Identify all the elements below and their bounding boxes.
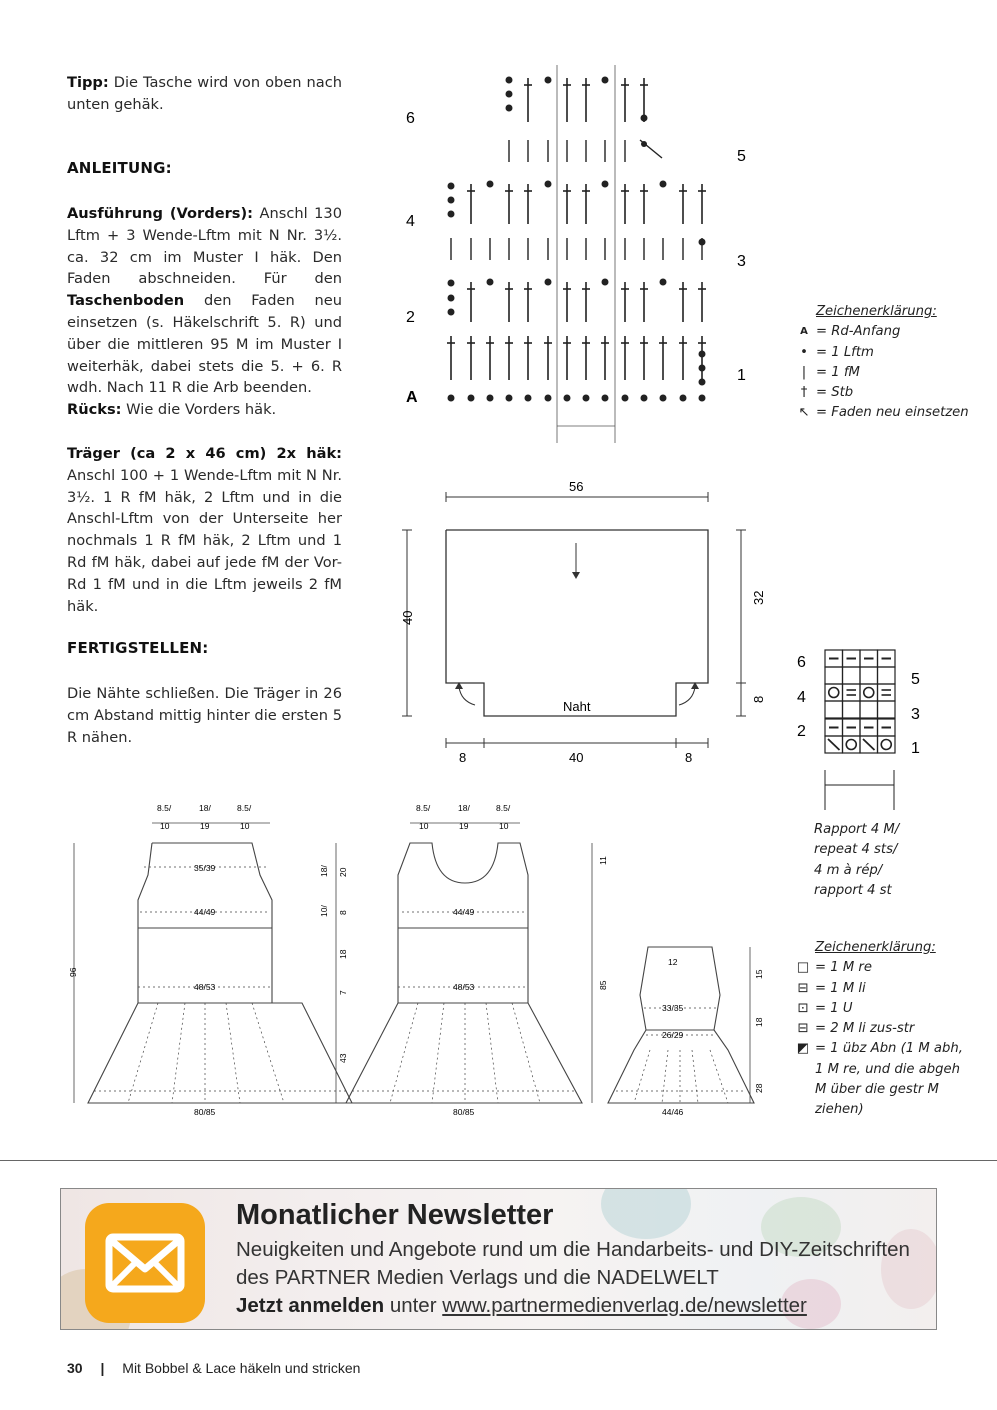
legend-crochet-text: = Faden neu einsetzen <box>816 405 969 421</box>
lftm-symbol <box>602 279 608 285</box>
d3-w4: 44/46 <box>662 1107 684 1117</box>
lftm-symbol <box>660 279 666 285</box>
knit-row-2: 2 <box>797 723 806 740</box>
knit-cell <box>860 684 878 701</box>
tipp-text: Die Tasche wird von oben nach unten gehäk. <box>67 74 342 113</box>
knit-cell <box>843 684 861 701</box>
lftm-symbol <box>602 395 608 401</box>
d2-top-a2: 10 <box>419 821 429 831</box>
crochet-row-6: 6 <box>406 110 415 127</box>
crochet-chart <box>400 60 760 450</box>
legend-knit-text: = 1 M li <box>815 980 866 996</box>
lftm-symbol <box>641 115 647 121</box>
lftm-symbol <box>487 181 493 187</box>
d2-top-b2: 19 <box>459 821 469 831</box>
magazine-title: Mit Bobbel & Lace häkeln und stricken <box>122 1360 361 1376</box>
lftm-symbol <box>448 211 454 217</box>
lftm-symbol <box>583 395 589 401</box>
d2-r1: 11 <box>598 856 608 865</box>
faden-neu-icon: ↖ <box>798 405 810 421</box>
abnahme-icon: ◩ <box>796 1041 810 1057</box>
linke-masche-icon: ⊟ <box>797 980 809 996</box>
legend-knit-text: = 1 M re <box>815 960 872 976</box>
lftm-symbol <box>487 279 493 285</box>
d1-r2a: 10/ <box>319 905 329 917</box>
legend-crochet-title: Zeichenerklärung: <box>816 304 937 319</box>
bag-bottom-mid: 40 <box>569 750 584 765</box>
page-footer <box>67 1360 360 1376</box>
knit-row-5: 5 <box>911 671 920 688</box>
d1-top-c2: 10 <box>240 821 250 831</box>
lftm-symbol <box>660 395 666 401</box>
rechte-masche-icon: □ <box>796 960 810 976</box>
newsletter-url-link[interactable]: www.partnermedienverlag.de/newsletter <box>442 1294 807 1317</box>
traeger-text: Anschl 100 + 1 Wende-Lftm mit N Nr. 3½. 1 R fM häk, 2 Lftm und in die Anschl-Lftm von der Unterseite her nochmals 1 R fM häk, 2 Lftm und 1 Rd fM häk, dabei auf jede fM der Vor-Rd 1 fM und in die Lftm jeweils 2 fM häk. <box>67 466 342 615</box>
rapport-line: 4 m à rép/ <box>814 862 883 878</box>
d3-r2: 18 <box>754 1017 764 1027</box>
vorders-label: Ausführung (Vorders): <box>67 205 253 222</box>
d2-total: 85 <box>598 980 608 990</box>
lftm-symbol <box>545 395 551 401</box>
d3-w3: 26/29 <box>662 1030 684 1040</box>
rapport-line: repeat 4 sts/ <box>814 842 898 858</box>
legend-knit <box>795 938 965 1121</box>
umschlag-icon: ⊡ <box>797 1000 809 1016</box>
knit-cell <box>843 701 861 718</box>
lftm-symbol <box>641 395 647 401</box>
lftm-symbol <box>622 395 628 401</box>
crochet-row-1: 1 <box>737 367 746 384</box>
d1-top-c: 8.5/ <box>237 803 252 813</box>
section-divider <box>0 1160 997 1161</box>
legend-crochet-text: = Stb <box>816 385 854 401</box>
lftm-symbol <box>448 395 454 401</box>
crochet-row-5: 5 <box>737 148 746 165</box>
d3-r1: 15 <box>754 969 764 979</box>
d2-top-a: 8.5/ <box>416 803 431 813</box>
seam-label: Naht <box>563 699 591 714</box>
crochet-row-3: 3 <box>737 253 746 270</box>
d2-top-c2: 10 <box>499 821 509 831</box>
vorders-text-2: den Faden neu einsetzen (s. Häkelschrift 5. R) und über die mittleren 95 M im Muster I weiterhäk, dabei stets die 5. + 6. R wdh. Nach 11 R die Arb beenden. <box>67 292 342 397</box>
knit-chart <box>790 645 940 815</box>
lftm-symbol <box>506 77 512 83</box>
d3-w1: 12 <box>668 957 678 967</box>
traeger-label: Träger (ca 2 x 46 cm) 2x häk: <box>67 445 342 462</box>
legend-crochet-item <box>796 322 986 342</box>
lftm-symbol <box>448 280 454 286</box>
ruecks-label: Rücks: <box>67 401 122 418</box>
knit-yarnover-symbol <box>864 688 874 698</box>
d1-r5: 43 <box>338 1053 348 1063</box>
legend-crochet-text: = Rd-Anfang <box>816 324 901 340</box>
lftm-symbol <box>545 279 551 285</box>
d1-w1: 35/39 <box>194 863 216 873</box>
knit-cell <box>825 701 843 718</box>
crochet-row-2: 2 <box>406 309 415 326</box>
direction-arrow <box>572 572 580 579</box>
decor-button <box>601 1188 691 1239</box>
zus-str-icon: ⊟ <box>797 1021 809 1037</box>
lftm-symbol <box>660 181 666 187</box>
knit-cell <box>825 684 843 701</box>
lftm-symbol <box>545 77 551 83</box>
lftm-symbol <box>525 395 531 401</box>
envelope-icon <box>85 1203 205 1323</box>
lftm-symbol <box>680 395 686 401</box>
d1-r1a: 18/ <box>319 865 329 877</box>
legend-crochet <box>796 302 986 424</box>
d1-top-a: 8.5/ <box>157 803 172 813</box>
legend-knit-item <box>795 1039 965 1120</box>
crochet-row-4: 4 <box>406 213 415 230</box>
mail-icon[interactable] <box>85 1203 205 1323</box>
lftm-symbol <box>487 395 493 401</box>
d2-top-c: 8.5/ <box>496 803 511 813</box>
lftm-symbol <box>602 77 608 83</box>
d1-r4: 7 <box>338 990 348 995</box>
knit-yarnover-symbol <box>846 740 856 750</box>
legend-crochet-item <box>796 343 986 363</box>
d1-r2b: 8 <box>338 910 348 915</box>
d1-top-b2: 19 <box>200 821 210 831</box>
footer-separator: | <box>100 1360 105 1376</box>
lftm-symbol <box>468 395 474 401</box>
bag-height-main: 32 <box>751 590 766 605</box>
d1-w4: 80/85 <box>194 1107 216 1117</box>
vorders-text-1: Anschl 130 Lftm + 3 Wende-Lftm mit N Nr. 3½. ca. 32 cm im Muster I häk. Den Faden abschneiden. Für den <box>67 205 342 288</box>
anleitung-heading: ANLEITUNG: <box>67 159 172 177</box>
knit-abn-symbol <box>828 739 840 750</box>
lftm-symbol <box>448 197 454 203</box>
dress-schematics <box>60 795 780 1145</box>
knit-abn-symbol <box>863 739 875 750</box>
newsletter-cta <box>236 1294 807 1318</box>
d1-top-a2: 10 <box>160 821 170 831</box>
bag-height-left: 40 <box>400 610 415 625</box>
lftm-symbol <box>699 395 705 401</box>
lftm-symbol <box>506 395 512 401</box>
d2-w4: 80/85 <box>453 1107 475 1117</box>
d1-r3: 18 <box>338 949 348 959</box>
knit-cell <box>878 736 896 753</box>
page-number: 30 <box>67 1360 83 1376</box>
knit-row-1: 1 <box>911 740 920 757</box>
rapport-line: rapport 4 st <box>814 882 892 898</box>
knit-cell <box>878 684 896 701</box>
crochet-row-start: A <box>406 389 418 406</box>
faden-einsetzen-dot <box>641 141 647 147</box>
lftm-symbol <box>448 295 454 301</box>
newsletter-cta-bold: Jetzt anmelden <box>236 1294 385 1317</box>
legend-knit-item <box>795 999 965 1019</box>
newsletter-line-1: Neuigkeiten und Angebote rund um die Handarbeits- und DIY-Zeitschriften <box>236 1238 910 1261</box>
d1-w2: 44/49 <box>194 907 216 917</box>
newsletter-title: Monatlicher Newsletter <box>236 1199 554 1231</box>
taschenboden-term: Taschenboden <box>67 292 185 310</box>
bag-height-bottom: 8 <box>751 695 766 703</box>
ruecks-text: Wie die Vorders häk. <box>126 401 277 418</box>
rapport-note <box>814 820 954 901</box>
d1-r1b: 20 <box>338 867 348 877</box>
fertigstellen-paragraph: Die Nähte schließen. Die Träger in 26 cm Abstand mittig hinter die ersten 5 R nähen. <box>67 685 342 746</box>
newsletter-cta-mid: unter <box>389 1294 437 1317</box>
lftm-symbol <box>602 181 608 187</box>
fertigstellen-heading: FERTIGSTELLEN: <box>67 639 209 657</box>
legend-crochet-item <box>796 383 986 403</box>
knit-row-4: 4 <box>797 689 806 706</box>
legend-knit-item <box>795 958 965 978</box>
lftm-symbol <box>564 395 570 401</box>
knit-row-6: 6 <box>797 654 806 671</box>
newsletter-banner[interactable] <box>60 1188 937 1330</box>
vorders-paragraph <box>67 203 342 399</box>
knit-yarnover-symbol <box>829 688 839 698</box>
knit-cell <box>860 667 878 684</box>
knit-cell <box>878 667 896 684</box>
d1-top-b: 18/ <box>199 803 211 813</box>
lftm-symbol <box>448 183 454 189</box>
legend-knit-title: Zeichenerklärung: <box>815 940 936 955</box>
legend-knit-text: = 2 M li zus-str <box>815 1021 915 1037</box>
lftm-symbol <box>545 181 551 187</box>
tipp-label: Tipp: <box>67 74 109 91</box>
d2-top-b: 18/ <box>458 803 470 813</box>
staebchen-icon: † <box>800 385 808 401</box>
legend-knit-item <box>795 979 965 999</box>
bag-top-width: 56 <box>569 479 584 494</box>
newsletter-line-2: des PARTNER Medien Verlags und die NADELWELT <box>236 1266 719 1289</box>
knit-cell <box>843 736 861 753</box>
lftm-symbol <box>506 91 512 97</box>
ruecks-paragraph <box>67 399 342 421</box>
rapport-line: Rapport 4 M/ <box>814 822 900 837</box>
legend-crochet-item <box>796 363 986 383</box>
knit-cell <box>825 667 843 684</box>
d2-w2: 44/49 <box>453 907 475 917</box>
legend-knit-text: = 1 übz Abn (1 M abh, 1 M re, und die abgeh M über die gestr M ziehen) <box>815 1041 963 1118</box>
lftm-symbol <box>448 309 454 315</box>
legend-crochet-item <box>796 403 986 423</box>
knit-cell <box>860 701 878 718</box>
lftm-symbol <box>699 239 705 245</box>
legend-crochet-text: = 1 fM <box>816 364 860 380</box>
bag-bottom-left: 8 <box>459 750 467 765</box>
traeger-paragraph <box>67 443 342 617</box>
rd-anfang-icon: A <box>800 326 808 338</box>
feste-masche-icon: | <box>801 364 807 380</box>
legend-crochet-text: = 1 Lftm <box>816 344 874 360</box>
tipp-paragraph <box>67 72 342 116</box>
knit-yarnover-symbol <box>881 740 891 750</box>
d3-r3: 28 <box>754 1083 764 1093</box>
knit-row-3: 3 <box>911 706 920 723</box>
bag-bottom-right: 8 <box>685 750 693 765</box>
luftmasche-icon: • <box>800 344 808 360</box>
d1-w3: 48/53 <box>194 982 216 992</box>
lftm-symbol <box>506 105 512 111</box>
legend-knit-item <box>795 1019 965 1039</box>
legend-knit-text: = 1 U <box>815 1000 853 1016</box>
d3-w2: 33/35 <box>662 1003 684 1013</box>
knit-cell <box>843 667 861 684</box>
bag-schematic <box>395 475 775 775</box>
knit-cell <box>878 701 896 718</box>
d1-total: 96 <box>68 967 78 977</box>
d2-w3: 48/53 <box>453 982 475 992</box>
